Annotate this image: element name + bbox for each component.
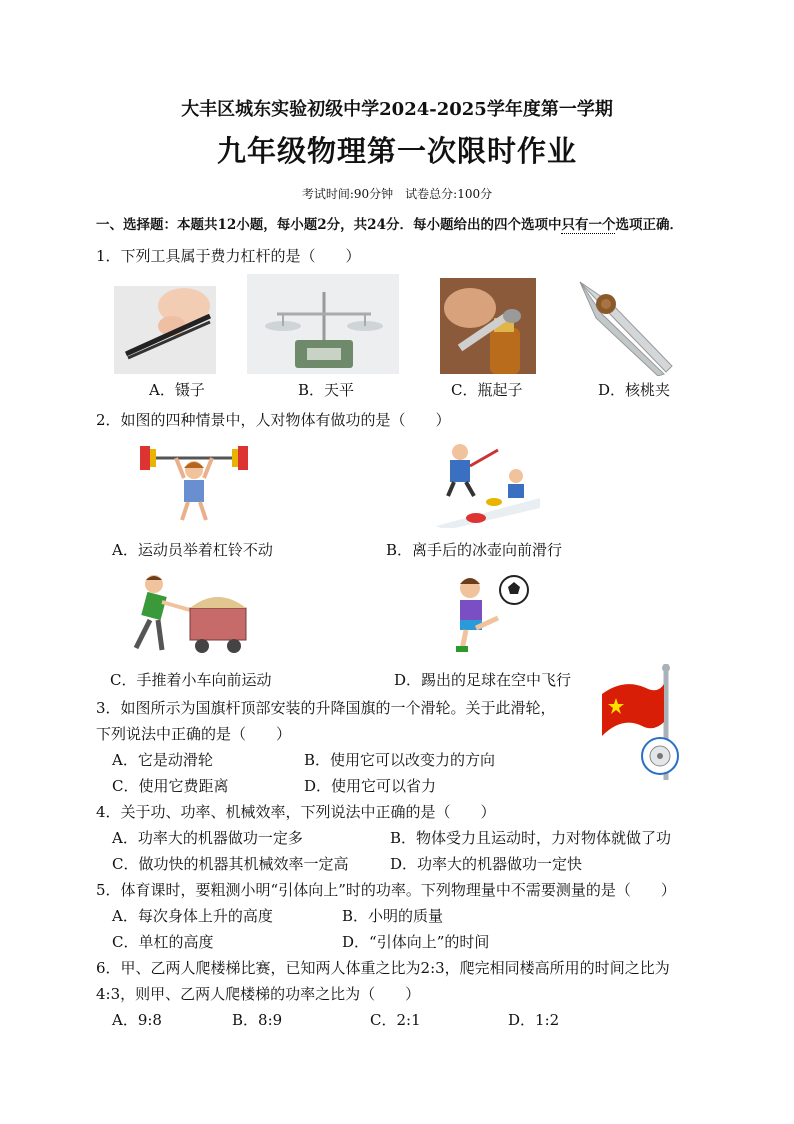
section-heading — [96, 215, 683, 235]
question-6-option-a[interactable]: A．9:8 — [112, 1011, 162, 1029]
question-1-stem: 1．下列工具属于费力杠杆的是（ ） — [96, 247, 361, 265]
flag-pulley-image — [594, 664, 698, 780]
question-3-stem-line1: 3．如图所示为国旗杆顶部安装的升降国旗的一个滑轮。关于此滑轮， — [96, 699, 556, 717]
question-5-option-a[interactable]: A．每次身体上升的高度 — [112, 907, 273, 925]
exam-info: 考试时间:90分钟 试卷总分:100分 — [301, 187, 493, 201]
question-5-option-c[interactable]: C．单杠的高度 — [112, 933, 214, 951]
question-5-option-d[interactable]: D．“引体向上”的时间 — [342, 933, 490, 951]
question-4-option-a[interactable]: A．功率大的机器做功一定多 — [112, 829, 303, 847]
question-3-option-c[interactable]: C．使用它费距离 — [112, 777, 229, 795]
question-2-option-a[interactable]: A．运动员举着杠铃不动 — [112, 541, 273, 559]
question-5-option-b[interactable]: B．小明的质量 — [342, 907, 444, 925]
tweezers-image — [114, 286, 216, 374]
football-kick-image — [446, 572, 534, 656]
question-3-option-b[interactable]: B．使用它可以改变力的方向 — [304, 751, 496, 769]
question-1-option-d[interactable]: D．核桃夹 — [598, 381, 671, 399]
question-2-option-b[interactable]: B．离手后的冰壶向前滑行 — [386, 541, 563, 559]
question-6-option-d[interactable]: D．1:2 — [508, 1011, 560, 1029]
question-6-option-b[interactable]: B．8:9 — [232, 1011, 283, 1029]
weightlifter-image — [134, 440, 254, 524]
question-6-option-c[interactable]: C．2:1 — [370, 1011, 421, 1029]
page-title: 九年级物理第一次限时作业 — [216, 134, 577, 168]
question-1-option-c[interactable]: C．瓶起子 — [451, 381, 523, 399]
question-4-option-c[interactable]: C．做功快的机器其机械效率一定高 — [112, 855, 349, 873]
cart-pushing-image — [126, 570, 254, 658]
question-4-option-d[interactable]: D．功率大的机器做功一定快 — [390, 855, 583, 873]
question-2-option-d[interactable]: D．踢出的足球在空中飞行 — [394, 671, 572, 689]
question-2-option-c[interactable]: C．手推着小车向前运动 — [110, 671, 272, 689]
question-3-option-a[interactable]: A．它是动滑轮 — [112, 751, 213, 769]
question-1-option-b[interactable]: B．天平 — [298, 381, 355, 399]
question-6-stem-line1: 6．甲、乙两人爬楼梯比赛，已知两人体重之比为2:3，爬完相同楼高所用的时间之比为 — [96, 959, 670, 977]
question-6-stem-line2: 4:3，则甲、乙两人爬楼梯的功率之比为（ ） — [96, 985, 421, 1003]
section-heading-post: 选项正确． — [615, 217, 683, 233]
question-3-option-d[interactable]: D．使用它可以省力 — [304, 777, 437, 795]
balance-scale-image — [247, 274, 399, 374]
question-4-option-b[interactable]: B．物体受力且运动时，力对物体就做了功 — [390, 829, 672, 847]
section-heading-pre: 一、选择题：本题共12小题，每小题2分，共24分．每小题给出的四个选项中 — [96, 217, 562, 233]
question-2-stem: 2．如图的四种情景中，人对物体有做功的是（ ） — [96, 411, 451, 429]
nutcracker-image — [572, 274, 678, 376]
curling-image — [432, 440, 544, 528]
question-4-stem: 4．关于功、功率、机械效率，下列说法中正确的是（ ） — [96, 803, 496, 821]
question-1-option-a[interactable]: A．镊子 — [149, 381, 205, 399]
section-heading-emphasis: 只有一个 — [561, 217, 616, 233]
question-5-stem: 5．体育课时，要粗测小明“引体向上”时的功率。下列物理量中不需要测量的是（ ） — [96, 881, 676, 899]
school-line: 大丰区城东实验初级中学2024-2025学年度第一学期 — [181, 99, 613, 120]
question-3-stem-line2: 下列说法中正确的是（ ） — [96, 725, 292, 743]
bottle-opener-image — [440, 278, 536, 374]
